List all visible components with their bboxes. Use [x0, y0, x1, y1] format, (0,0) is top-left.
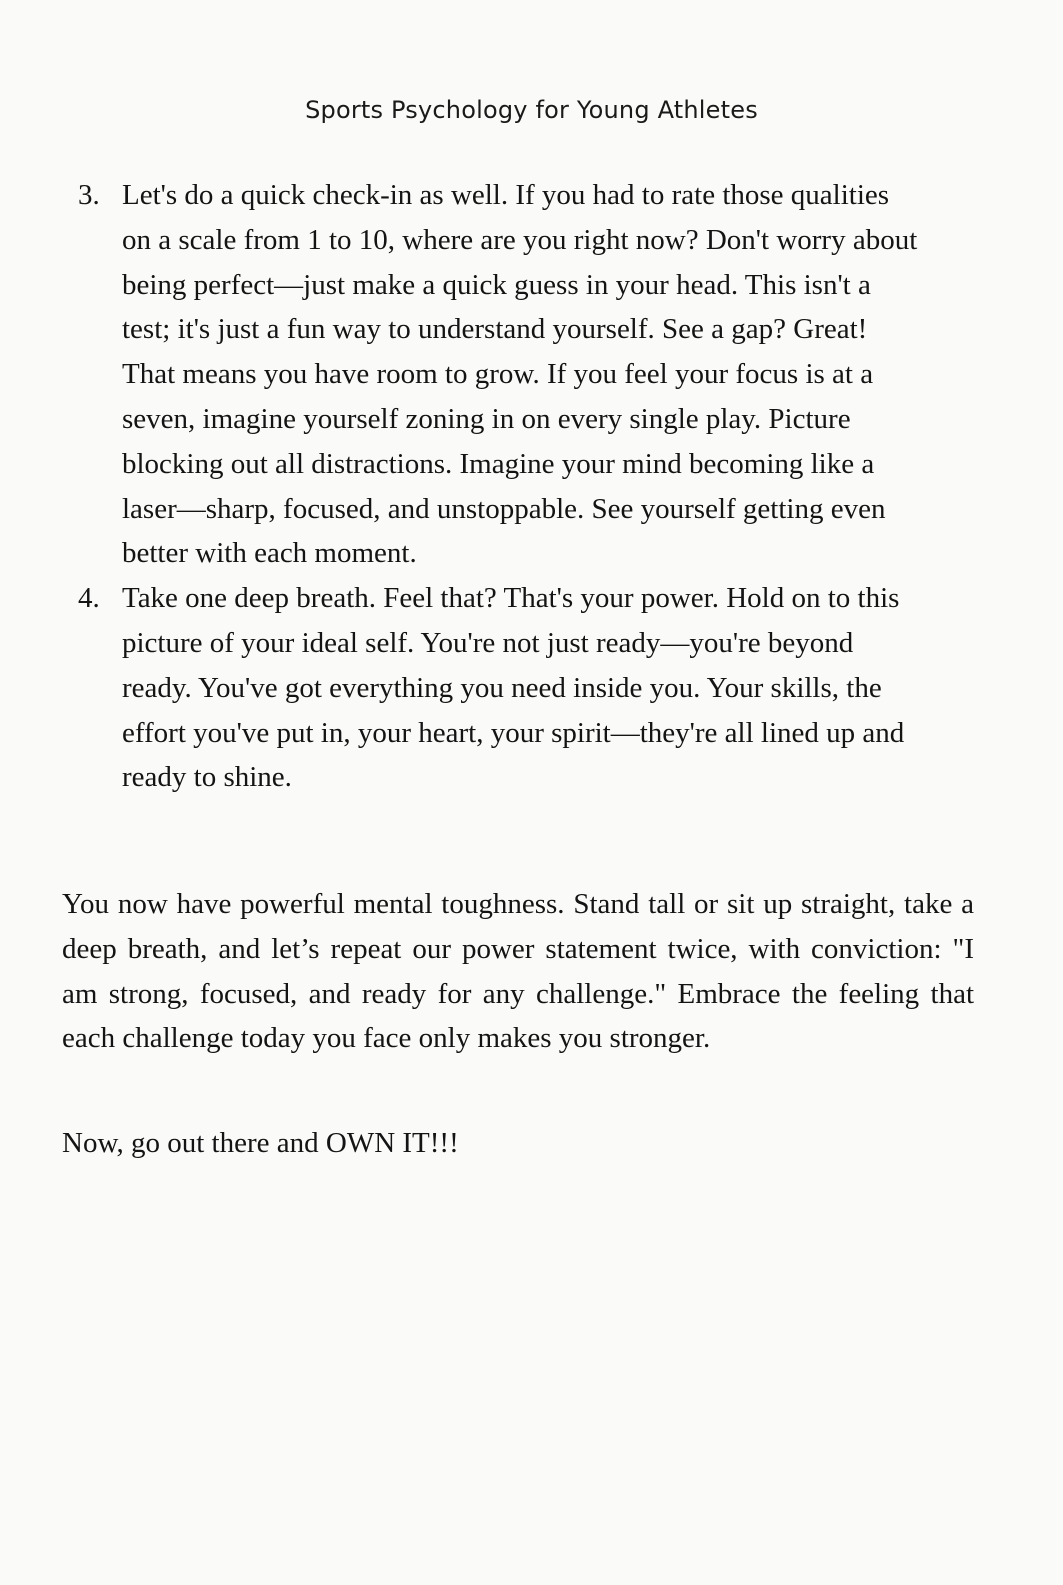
- body-paragraph: You now have powerful mental toughness. Stand tall or sit up straight, take a deep breath, and let’s repeat our power statement twice, with conviction: "I am strong, focused, and ready for any challenge." Embrace the feeling that each challenge today you face only makes you stronger.: [62, 888, 974, 1055]
- list-item-text: Let's do a quick check-in as well. If you had to rate those qualities on a scale from 1 to 10, where are you right now? Don't worry about being perfect—just make a quick guess in your head. This isn't a test; it's just a fun way to understand yourself. See a gap? Great! That means you have room to grow. If you feel your focus is at a seven, imagine yourself zoning in on every single play. Picture blocking out all distractions. Imagine your mind becoming like a laser—sharp, focused, and unstoppable. See yourself getting even better with each moment.: [122, 179, 918, 570]
- running-header: Sports Psychology for Young Athletes: [305, 96, 758, 124]
- list-item: [0, 173, 922, 576]
- list-item-number: 3.: [78, 179, 100, 211]
- numbered-list: [0, 173, 1063, 800]
- list-item-number: 4.: [78, 582, 100, 615]
- closing-line: Now, go out there and OWN IT!!!: [62, 1127, 459, 1159]
- list-item-text: Take one deep breath. Feel that? That's your power. Hold on to this picture of your ideal self. You're not just ready—you're beyond ready. You've got everything you need inside you. Your skills, the effort you've put in, your heart, your spirit—they're all lined up and ready to shine.: [122, 582, 905, 794]
- list-item: [0, 576, 922, 800]
